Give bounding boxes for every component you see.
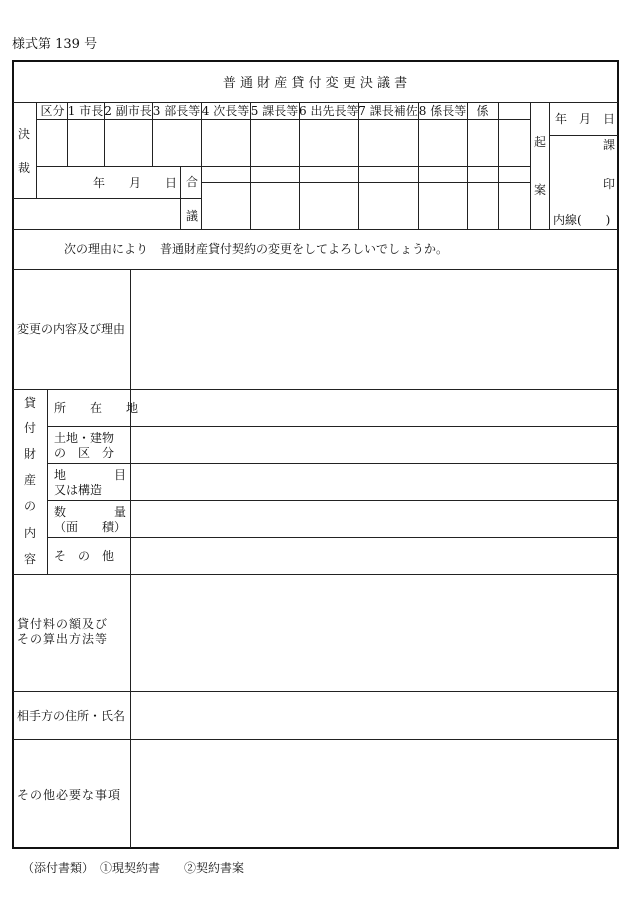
rent-label-1: 貸付料の額及び: [17, 617, 109, 631]
change-reason-label: 変更の内容及び理由: [17, 322, 126, 336]
gougi-label-1: 合: [186, 175, 199, 189]
header-kubun: 区分: [40, 104, 65, 118]
header-assistant-chief: 7 課長補佐: [358, 104, 418, 118]
header-section-chief: 5 課長等: [250, 104, 299, 118]
header-deputy-director: 4 次長等: [201, 104, 250, 118]
kian-label-1: 起: [534, 135, 547, 149]
gougi-label-2: 議: [186, 209, 199, 223]
rent-field[interactable]: [131, 575, 618, 691]
header-branch-chief: 6 出先長等: [299, 104, 359, 118]
property-label-char-3: 財: [24, 447, 37, 461]
property-label-char-1: 貸: [24, 396, 37, 410]
property-row-category-1: 地 目: [54, 468, 127, 482]
counterparty-field[interactable]: [131, 692, 618, 739]
other-matters-field[interactable]: [131, 740, 618, 847]
other-matters-label: その他必要な事項: [17, 788, 122, 802]
counterparty-label: 相手方の住所・氏名: [17, 709, 126, 723]
property-row-category-2: 又は構造: [54, 483, 103, 497]
kessai-date: 年 月 日: [93, 176, 178, 190]
quantity-field[interactable]: [131, 501, 618, 536]
property-label-char-6: 内: [24, 526, 37, 540]
header-mayor: 1 市長: [67, 104, 104, 118]
stamp-cell-mayor[interactable]: [68, 120, 103, 165]
kessai-label-2: 裁: [18, 161, 31, 175]
change-reason-field[interactable]: [131, 270, 618, 389]
kian-ka: 課: [603, 138, 616, 152]
property-label-char-4: 産: [24, 473, 37, 487]
kian-in: 印: [603, 177, 616, 191]
form-title: 普 通 財 産 貸 付 変 更 決 議 書: [222, 76, 408, 91]
stamp-cell-vice-mayor[interactable]: [105, 120, 151, 165]
request-statement: 次の理由により 普通財産貸付契約の変更をしてよろしいでしょうか。: [64, 242, 449, 256]
property-label-char-7: 容: [24, 552, 37, 566]
kian-date: 年 月 日: [555, 112, 616, 126]
header-unit-chief: 8 係長等: [418, 104, 467, 118]
stamp-cell-kubun[interactable]: [37, 120, 66, 165]
header-vice-mayor: 2 副市長: [104, 104, 152, 118]
property-label-char-5: の: [24, 499, 37, 513]
header-staff: 係: [476, 104, 489, 118]
header-director: 3 部長等: [152, 104, 201, 118]
other-property-field[interactable]: [131, 538, 618, 573]
property-row-quantity-2: （面 積）: [54, 520, 127, 534]
property-row-kind-2: の 区 分: [54, 446, 115, 460]
kind-field[interactable]: [131, 427, 618, 462]
stamp-cell-director[interactable]: [153, 120, 200, 165]
property-row-other: そ の 他: [54, 549, 115, 563]
property-row-kind-1: 土地・建物: [54, 431, 115, 445]
kian-label-2: 案: [534, 183, 547, 197]
property-row-location: 所 在 地: [54, 401, 139, 415]
property-label-char-2: 付: [24, 421, 37, 435]
kian-naisen: 内線( ): [553, 213, 611, 227]
form-number: 様式第 139 号: [12, 37, 98, 52]
category-field[interactable]: [131, 464, 618, 499]
location-field[interactable]: [131, 390, 618, 425]
attachments-note: （添付書類） ①現契約書 ②契約書案: [22, 861, 245, 875]
property-row-quantity-1: 数 量: [54, 505, 127, 519]
rent-label-2: その算出方法等: [17, 632, 109, 646]
kessai-label-1: 決: [18, 127, 31, 141]
